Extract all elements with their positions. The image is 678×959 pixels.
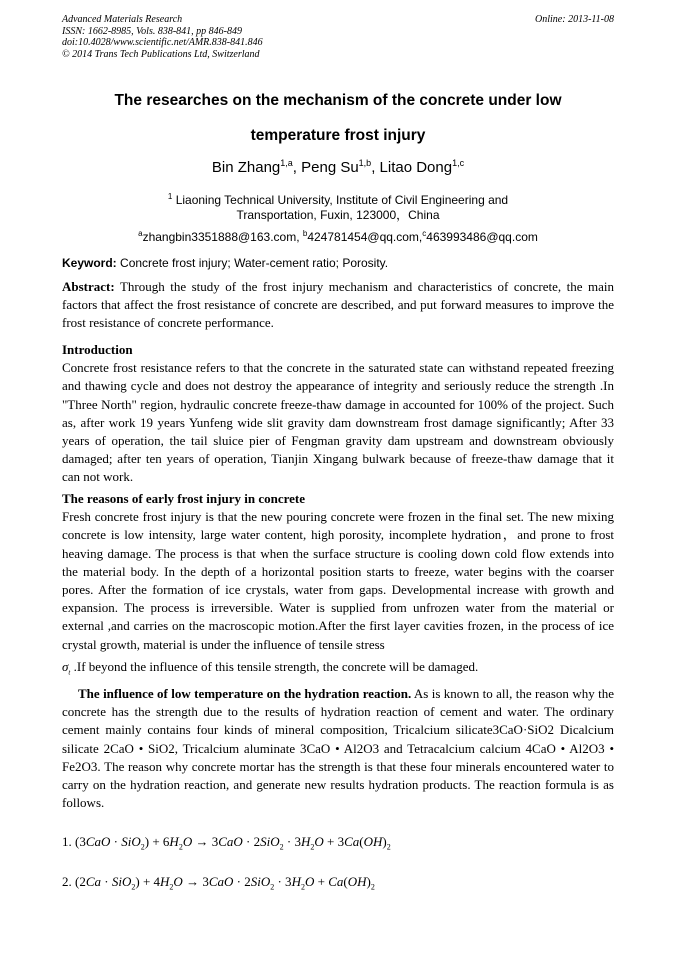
email-c: 463993486@qq.com <box>426 230 538 244</box>
email-b: 424781454@qq.com, <box>307 230 423 244</box>
author-list: Bin Zhang$^{1,a}$, Peng Su$^{1,b}$, Litao Dong$^{1,c}$ <box>211 158 465 176</box>
abstract-text: Through the study of the frost injury mechanism and characteristics of concrete, the main factors that affect the frost resistance of concrete are described, and put forward measures to improve the frost resistance of concrete performance. <box>62 279 614 331</box>
hydration-heading: The influence of low temperature on the hydration reaction. <box>78 686 412 701</box>
reasons-text: Fresh concrete frost injury is that the new pouring concrete were frozen in the final set. The new mixing concrete is low intensity, large water content, high porosity, incomplete hydration，and prone to frost heaving damage. The process is that when the surface structure is cooling down cold flow extends into the material body. In the depth of a horizontal position starts to freeze, water begins with the coarser pores. After the formation of ice crystals, water from gaps. Developmental increase with growth and expansion. The process is irreversible. Water is supplied from unfrozen water from the material or external ,and carries on the macroscopic motion.After the first layer cavities frozen, in the process of ice crystal growth, material is under the influence of tensile stress <box>62 509 614 652</box>
copyright-line: © 2014 Trans Tech Publications Ltd, Switzerland <box>62 48 260 60</box>
paper-title-line-1: The researches on the mechanism of the concrete under low <box>114 92 562 109</box>
email-superscript: b <box>302 229 308 238</box>
sigma-symbol: $\sigma_t$ <box>62 658 71 677</box>
journal-header <box>62 14 614 60</box>
keywords <box>62 256 614 270</box>
equation-number: 1. <box>62 834 72 849</box>
issn-line: ISSN: 1662-8985, Vols. 838-841, pp 846-849 <box>62 25 242 37</box>
introduction-section <box>62 341 614 487</box>
hydration-text: As is known to all, the reason why the concrete has the strength due to the results of hydration reaction of cement and water. The ordinary cement mainly contains four kinds of mineral composition, Tricalcium silicate3CaO·SiO2 Dicalcium silicate 2CaO • SiO2, Tricalcium aluminate 3CaO • Al2O3 and Tetracalcium calcium 4CaO • Al2O3 • Fe2O3. The reason why concrete mortar has the strength is that these four minerals encountered water to carry on the hydration reaction, and generate new results hydration products. The reaction formula is as follows. <box>62 686 614 811</box>
paper-title-line-2: temperature frost injury <box>250 127 426 144</box>
doi-line: doi:10.4028/www.scientific.net/AMR.838-841.846 <box>62 37 263 48</box>
hydration-section <box>62 685 614 812</box>
author-superscript: 1,a <box>280 158 293 168</box>
abstract-label: Abstract: <box>62 279 115 294</box>
author-superscript: 1,c <box>452 158 465 168</box>
reasons-tail-text: .If beyond the influence of this tensile strength, the concrete will be damaged. <box>70 658 479 674</box>
sigma-subscript: t <box>68 668 71 677</box>
author-name: Bin Zhang <box>211 159 281 176</box>
online-date: Online: 2013-11-08 <box>535 14 614 25</box>
reasons-heading: The reasons of early frost injury in concrete <box>62 491 305 506</box>
equation-2: 2. $(2Ca \cdot SiO_2) + 4H_2O \to 3CaO \cdot 2SiO_2 \cdot 3H_2O + Ca(OH)_2$ <box>62 874 375 892</box>
email-superscript: a <box>138 229 143 238</box>
abstract <box>62 278 614 333</box>
email-line <box>62 224 614 247</box>
equation-1: 1. $(3CaO \cdot SiO_2) + 6H_2O \to 3CaO \cdot 2SiO_2 \cdot 3H_2O + 3Ca(OH)_2$ <box>62 834 391 852</box>
introduction-text: Concrete frost resistance refers to that the concrete in the saturated state can withstand repeated freezing and thawing cycle and does not destroy the appearance of integrity and seriously reduce the strength .In "Three North" region, hydraulic concrete freeze-thaw damage in accounted for 100% of the project. Such as, after work 19 years Yunfeng wide slit gravity dam downstream frost damage significantly; After 33 years of operation, the tail sluice pier of Fengman gravity dam upstream and downstream obviously damaged; after ten years of operation, Tianjin Xingang bulwark because of freeze-thaw damage that it can not work. <box>62 360 614 485</box>
author-superscript: 1,b <box>358 158 372 168</box>
affiliation-line-2: Transportation, Fuxin, 123000，China <box>236 208 440 222</box>
keywords-label: Keyword: <box>62 256 117 270</box>
affiliation-text: Liaoning Technical University, Institute of Civil Engineering and <box>175 193 509 207</box>
equation-number: 2. <box>62 874 72 889</box>
keywords-text: Concrete frost injury; Water-cement ratio; Porosity. <box>116 256 389 270</box>
reasons-tail <box>62 658 614 682</box>
journal-name: Advanced Materials Research <box>62 14 183 25</box>
email-a: zhangbin3351888@163.com, <box>142 230 303 244</box>
author-name: Peng Su <box>301 159 359 176</box>
introduction-heading: Introduction <box>62 342 133 357</box>
reasons-section <box>62 490 614 682</box>
author-name: Litao Dong <box>379 159 453 176</box>
email-superscript: c <box>422 229 427 238</box>
affiliation-superscript: 1 <box>167 192 173 201</box>
